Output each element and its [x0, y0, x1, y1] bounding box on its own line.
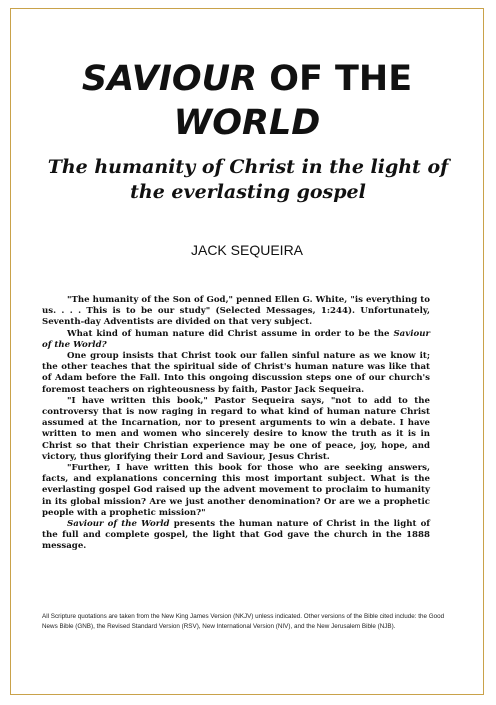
paragraph-6-italic: Saviour of the World: [67, 519, 170, 530]
title-of-the: OF THE: [257, 59, 413, 99]
paragraph-3: One group insists that Christ took our fallen sinful nature as we know it; the other teaches that the spiritual side of Christ's human nature was like that of Adam before the Fall. Into this ongoing discussion steps one of our church's foremost teachers on righteousness by faith, Pastor Jack Sequeira.: [42, 351, 430, 395]
paragraph-6-text: presents the human nature of Christ in the light of the full and complete gospel, the light that God gave the church in the 1888 message.: [42, 519, 430, 552]
paragraph-6: [42, 519, 430, 553]
paragraph-4: "I have written this book," Pastor Sequeira says, "not to add to the controversy that is now raging in regard to what kind of human nature Christ assumed at the Incarnation, nor to present arguments to win a debate. I have written to men and women who sincerely desire to know the truth as it is in Christ so that their Christian experience may be one of peace, joy, hope, and victory, thus glorifying their Lord and Saviour, Jesus Christ.: [42, 395, 430, 462]
blurb-text: [42, 295, 430, 553]
paragraph-2-italic: Saviour of the World?: [42, 328, 430, 350]
paragraph-2-text: What kind of human nature did Christ assume in order to be the: [67, 328, 394, 339]
subtitle: The humanity of Christ in the light of the everlasting gospel: [47, 156, 449, 203]
paragraph-1: "The humanity of the Son of God," penned Ellen G. White, "is everything to us. . . . This is to be our study" (Selected Messages, 1:244). Unfortunately, Seventh-day Adventists are divided on that very subject.: [42, 295, 430, 328]
title-line-1: [11, 59, 483, 99]
title-line-2: [11, 103, 483, 143]
paragraph-2: [42, 329, 430, 351]
paragraph-5: "Further, I have written this book for those who are seeking answers, facts, and explanations concerning this most important subject. What is the everlasting gospel God raised up the advent movement to proclaim to humanity in its global mission? Are we just another denomination? Or are we a prophetic people with a prophetic mission?": [42, 463, 430, 518]
author-name: JACK SEQUEIRA: [190, 242, 304, 258]
title-world: WORLD: [173, 103, 321, 143]
title-saviour: SAVIOUR: [81, 59, 258, 99]
scripture-footnote: All Scripture quotations are taken from the New King James Version (NKJV) unless indicated. Other versions of the Bible cited include: the Good News Bible (GNB), the Revised Standard Version (RSV), New International Version (NIV), and the New Jerusalem Bible (NJB).: [42, 613, 445, 630]
